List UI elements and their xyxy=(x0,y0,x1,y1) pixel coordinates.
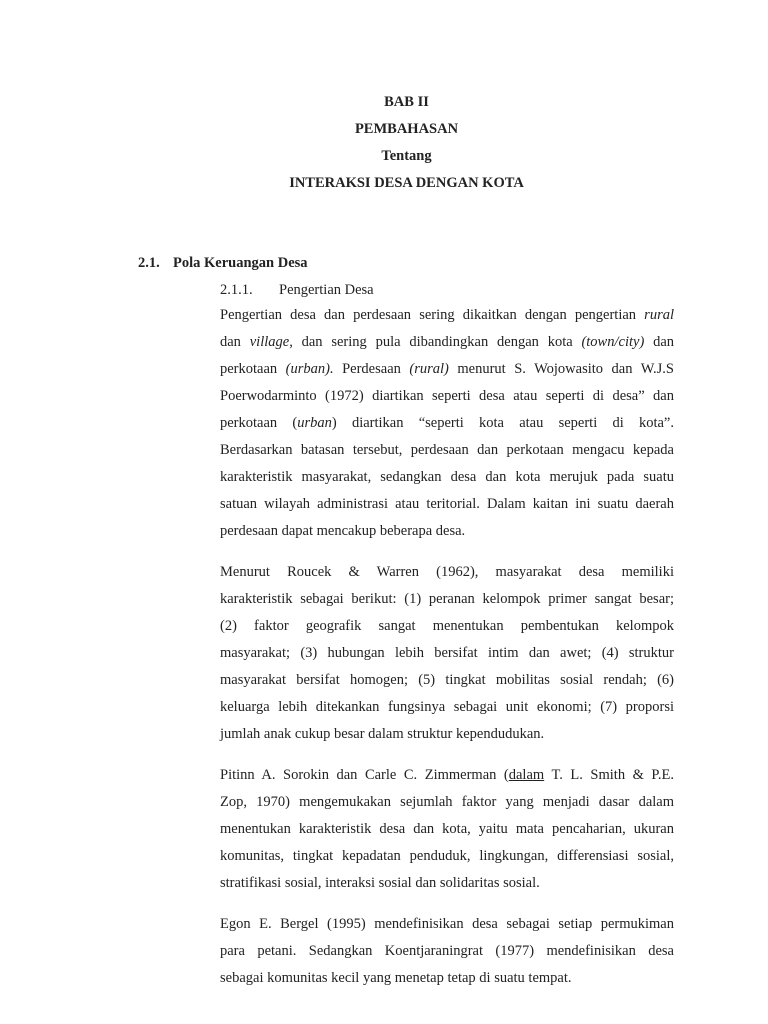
paragraph-line: Berdasarkan batasan tersebut, perdesaan dan perkotaan mengacu kepada xyxy=(220,442,674,458)
paragraph-line: keluarga lebih ditekankan fungsinya sebagai unit ekonomi; (7) proporsi xyxy=(220,699,674,715)
subsection-title: Pengertian Desa xyxy=(279,282,374,298)
chapter-connector: Tentang xyxy=(381,148,432,164)
section-heading xyxy=(138,255,308,272)
chapter-title: PEMBAHASAN xyxy=(354,121,459,137)
paragraph-3 xyxy=(220,762,674,897)
paragraph-2 xyxy=(220,559,674,748)
paragraph-line: perdesaan dapat mencakup beberapa desa. xyxy=(220,523,466,539)
paragraph-line: perkotaan (urban) diartikan “seperti kota atau seperti di kota”. xyxy=(220,415,674,431)
section-title: Pola Keruangan Desa xyxy=(173,255,308,271)
paragraph-line: masyarakat bersifat homogen; (5) tingkat mobilitas sosial rendah; (6) xyxy=(220,672,674,688)
paragraph-line: Pitinn A. Sorokin dan Carle C. Zimmerman (dalam T. L. Smith & P.E. xyxy=(220,767,674,783)
paragraph-line: para petani. Sedangkan Koentjaraningrat (1977) mendefinisikan desa xyxy=(220,943,674,959)
paragraph-4 xyxy=(220,911,674,992)
paragraph-line: Pengertian desa dan perdesaan sering dikaitkan dengan pengertian rural xyxy=(220,307,674,323)
paragraph-line: jumlah anak cukup besar dalam struktur kependudukan. xyxy=(220,726,545,742)
chapter-label: BAB II xyxy=(384,94,429,110)
paragraph-line: karakteristik sebagai berikut: (1) peranan kelompok primer sangat besar; xyxy=(220,591,674,607)
paragraph-line: komunitas, tingkat kepadatan penduduk, lingkungan, differensiasi sosial, xyxy=(220,848,674,864)
paragraph-line: Zop, 1970) mengemukakan sejumlah faktor yang menjadi dasar dalam xyxy=(220,794,674,810)
paragraph-line: menentukan karakteristik desa dan kota, yaitu mata pencaharian, ukuran xyxy=(220,821,674,837)
paragraph-line: karakteristik masyarakat, sedangkan desa dan kota merujuk pada suatu xyxy=(220,469,674,485)
chapter-subject: INTERAKSI DESA DENGAN KOTA xyxy=(289,175,524,191)
paragraph-line: satuan wilayah administrasi atau teritorial. Dalam kaitan ini suatu daerah xyxy=(220,496,674,512)
subsection-heading xyxy=(220,282,374,299)
paragraph-line: perkotaan (urban). Perdesaan (rural) menurut S. Wojowasito dan W.J.S xyxy=(220,361,675,377)
subsection-number: 2.1.1. xyxy=(220,282,253,298)
section-number: 2.1. xyxy=(138,255,160,271)
paragraph-line: Menurut Roucek & Warren (1962), masyarakat desa memiliki xyxy=(220,564,674,580)
paragraph-line: sebagai komunitas kecil yang menetap tetap di suatu tempat. xyxy=(220,970,572,986)
paragraph-line: stratifikasi sosial, interaksi sosial dan solidaritas sosial. xyxy=(220,875,540,891)
paragraph-line: Poerwodarminto (1972) diartikan seperti desa atau seperti di desa” dan xyxy=(220,388,674,404)
paragraph-1 xyxy=(220,302,674,545)
paragraph-line: dan village, dan sering pula dibandingkan dengan kota (town/city) dan xyxy=(220,334,675,350)
paragraph-line: (2) faktor geografik sangat menentukan pembentukan kelompok xyxy=(220,618,674,634)
paragraph-line: Egon E. Bergel (1995) mendefinisikan desa sebagai setiap permukiman xyxy=(220,916,674,932)
paragraph-line: masyarakat; (3) hubungan lebih bersifat intim dan awet; (4) struktur xyxy=(220,645,674,661)
